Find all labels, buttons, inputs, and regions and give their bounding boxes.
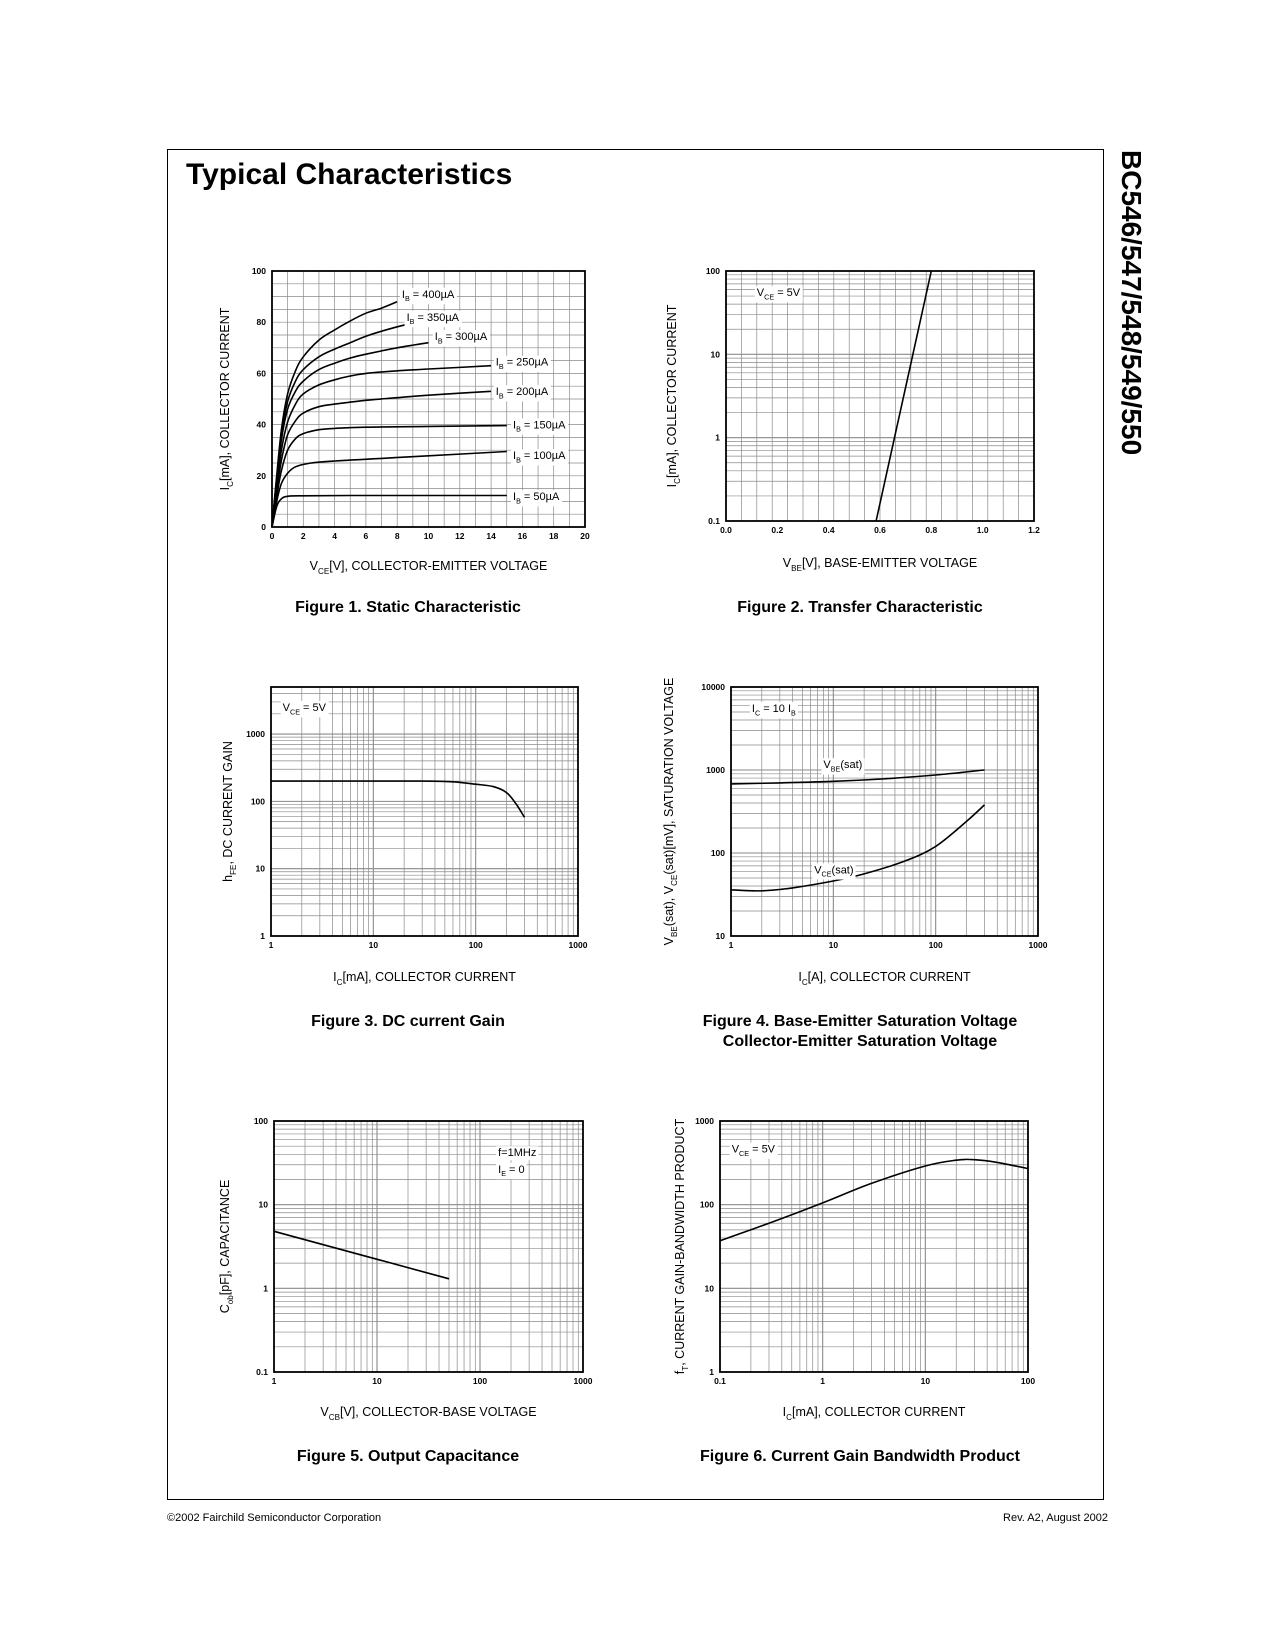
y-tick-label: 100 xyxy=(699,1199,714,1210)
x-tick-label: 100 xyxy=(928,940,943,950)
x-tick-label: 0.8 xyxy=(925,525,938,535)
x-tick-label: 1000 xyxy=(573,1376,593,1386)
y-tick-label: 100 xyxy=(705,266,720,276)
figure-4-caption: Figure 4. Base-Emitter Saturation Voltage Collector-Emitter Saturation Voltage xyxy=(702,1013,1018,1050)
fig2-x-axis-label: $V_{BE}[V]$, BASE-EMITTER VOLTAGE xyxy=(782,556,978,573)
y-tick-label: 1 xyxy=(709,1367,714,1377)
fig1-annotation-1: $I_B = 400\mu A$ xyxy=(401,288,455,304)
fig1-annotation-6: $I_B = 150\mu A$ xyxy=(513,419,566,434)
x-tick-label: 1000 xyxy=(568,940,588,950)
fig4-annotation-3: $V_{CE}(sat)$ xyxy=(814,864,854,879)
x-tick-label: 18 xyxy=(548,531,559,541)
x-tick-label: 0 xyxy=(269,531,275,541)
fig5-annotation-2: $I_E = 0$ xyxy=(498,1163,525,1179)
y-tick-label: 0.1 xyxy=(708,516,720,526)
fig5-x-axis-label: $V_{CB}[V]$, COLLECTOR-BASE VOLTAGE xyxy=(320,1405,537,1422)
fig2-y-axis-label: $I_C[mA]$, COLLECTOR CURRENT xyxy=(665,304,682,488)
x-tick-label: 1 xyxy=(268,940,274,950)
fig1-annotation-3: $I_B = 300\mu A$ xyxy=(434,331,488,346)
figure-1-caption: Figure 1. Static Characteristic xyxy=(295,599,521,616)
x-tick-label: 12 xyxy=(455,531,465,541)
y-tick-label: 0.1 xyxy=(256,1367,268,1377)
fig1-x-axis-label: $V_{CE}[V]$, COLLECTOR-EMITTER VOLTAGE xyxy=(309,559,548,576)
x-tick-label: 16 xyxy=(517,531,528,541)
y-tick-label: 10 xyxy=(704,1283,714,1294)
x-tick-label: 10 xyxy=(828,940,839,950)
x-tick-label: 1000 xyxy=(1028,940,1048,950)
y-tick-label: 10 xyxy=(710,349,720,360)
x-tick-label: 1 xyxy=(820,1376,826,1386)
fig4-annotation-2: $V_{BE}(sat)$ xyxy=(823,759,863,774)
y-tick-label: 1000 xyxy=(246,729,265,740)
y-tick-label: 100 xyxy=(253,1116,268,1126)
x-tick-label: 100 xyxy=(472,1376,488,1386)
fig5-annotation-1: f=1MHz xyxy=(498,1147,537,1160)
fig2-annotation-1: $V_{CE} = 5V$ xyxy=(756,287,801,302)
x-tick-label: 0.1 xyxy=(714,1376,726,1386)
x-tick-label: 100 xyxy=(1020,1376,1036,1386)
page-title: Typical Characteristics xyxy=(186,158,513,191)
fig4-y-axis-label: $V_{BE}(sat)$, $V_{CE}(sat)[mV]$, SATURATION VOLTAGE xyxy=(662,677,679,946)
fig1-annotation-5: $I_B = 200\mu A$ xyxy=(495,386,549,401)
x-tick-label: 1 xyxy=(728,940,734,950)
fig6-y-axis-label: $f_T$, CURRENT GAIN-BANDWIDTH PRODUCT xyxy=(673,1118,690,1375)
footer-copyright: ©2002 Fairchild Semiconductor Corporation xyxy=(167,1512,382,1524)
x-tick-label: 0.2 xyxy=(771,525,784,535)
fig1-annotation-2: $I_B = 350\mu A$ xyxy=(406,311,460,327)
y-tick-label: 100 xyxy=(251,266,266,276)
fig1-annotation-7: $I_B = 100\mu A$ xyxy=(513,450,566,465)
x-tick-label: 10 xyxy=(372,1376,382,1386)
y-tick-label: 1000 xyxy=(695,1116,714,1126)
x-tick-label: 1.0 xyxy=(976,525,989,535)
x-tick-label: 8 xyxy=(394,531,400,541)
y-tick-label: 10 xyxy=(715,931,725,941)
fig3-x-axis-label: $I_C[mA]$, COLLECTOR CURRENT xyxy=(333,970,516,987)
x-tick-label: 4 xyxy=(332,531,337,541)
x-tick-label: 0.0 xyxy=(720,525,732,535)
x-tick-label: 2 xyxy=(300,531,306,541)
x-tick-label: 100 xyxy=(468,940,483,950)
x-tick-label: 10 xyxy=(368,940,379,950)
fig3-y-axis-label: $h_{FE}$, DC CURRENT GAIN xyxy=(221,741,238,882)
x-tick-label: 1.2 xyxy=(1028,525,1040,535)
y-tick-label: 80 xyxy=(256,317,266,328)
x-tick-label: 0.6 xyxy=(874,525,886,535)
fig1-annotation-4: $I_B = 250\mu A$ xyxy=(495,356,549,372)
fig1-y-axis-label: $I_C[mA]$, COLLECTOR CURRENT xyxy=(218,307,235,491)
footer-revision: Rev. A2, August 2002 xyxy=(1003,1512,1108,1524)
x-tick-label: 6 xyxy=(363,531,369,541)
x-tick-label: 1 xyxy=(271,1376,277,1386)
y-tick-label: 10 xyxy=(255,863,265,874)
x-tick-label: 10 xyxy=(423,531,434,541)
y-tick-label: 0 xyxy=(261,522,266,532)
figure-6-caption: Figure 6. Current Gain Bandwidth Product xyxy=(699,1448,1020,1465)
y-tick-label: 100 xyxy=(250,796,265,807)
fig5-y-axis-label: $C_{ob}[pF]$, CAPACITANCE xyxy=(218,1179,235,1314)
fig3-annotation-1: $V_{CE} = 5V$ xyxy=(282,702,327,717)
fig1-annotation-8: $I_B = 50\mu A$ xyxy=(513,491,560,506)
y-tick-label: 60 xyxy=(256,368,266,379)
part-number-title: BC546/547/548/549/550 xyxy=(1116,150,1147,456)
x-tick-label: 10 xyxy=(920,1376,931,1386)
figure-3-caption: Figure 3. DC current Gain xyxy=(311,1013,505,1030)
figure-5-caption: Figure 5. Output Capacitance xyxy=(296,1448,520,1465)
figure-2-caption: Figure 2. Transfer Characteristic xyxy=(737,599,983,616)
y-tick-label: 10000 xyxy=(701,682,725,692)
fig6-x-axis-label: $I_C[mA]$, COLLECTOR CURRENT xyxy=(782,1405,966,1422)
y-tick-label: 1000 xyxy=(706,765,725,775)
fig4-x-axis-label: $I_C[A]$, COLLECTOR CURRENT xyxy=(798,970,971,987)
fig6-series-line-1 xyxy=(720,1159,1028,1240)
y-tick-label: 10 xyxy=(258,1199,268,1210)
x-tick-label: 0.4 xyxy=(822,525,835,535)
y-tick-label: 1 xyxy=(260,931,265,941)
x-tick-label: 14 xyxy=(486,531,496,541)
fig4-annotation-1: $I_C = 10$ $I_B$ xyxy=(751,702,796,718)
fig6-annotation-1: $V_{CE} = 5V$ xyxy=(731,1143,776,1158)
y-tick-label: 100 xyxy=(710,848,725,858)
y-tick-label: 20 xyxy=(256,470,266,481)
y-tick-label: 1 xyxy=(263,1283,268,1294)
x-tick-label: 20 xyxy=(580,531,590,541)
y-tick-label: 1 xyxy=(715,432,720,443)
y-tick-label: 40 xyxy=(256,419,266,430)
